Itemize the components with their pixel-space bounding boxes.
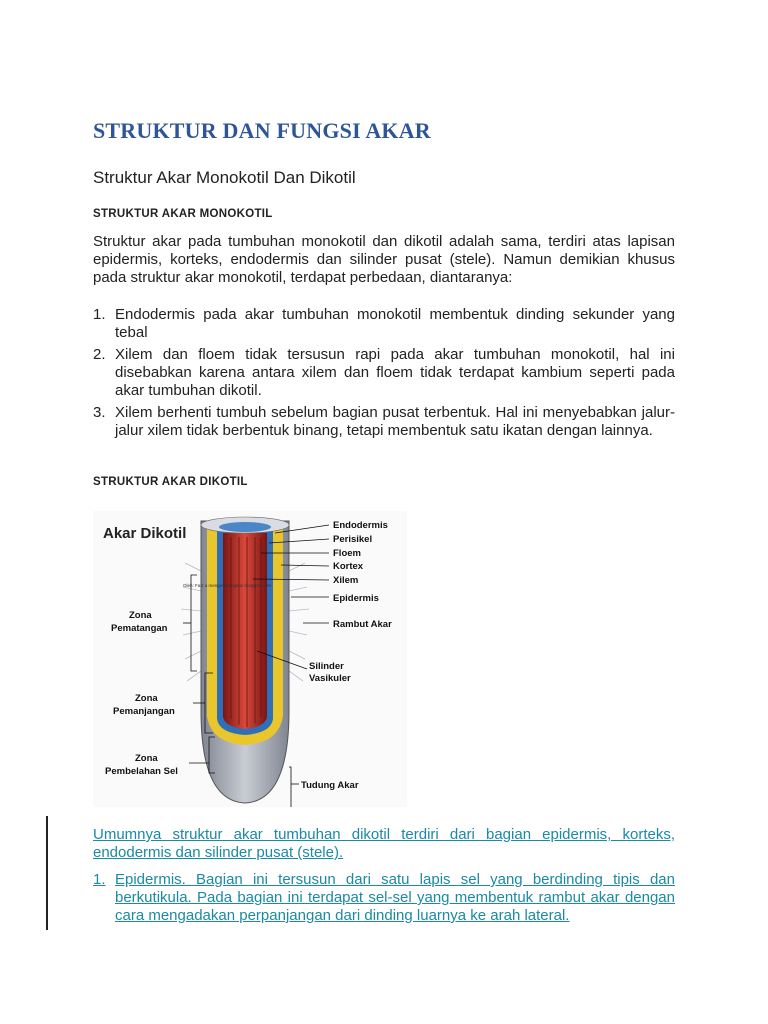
label-vasikuler: Vasikuler <box>309 673 351 684</box>
monokotil-list <box>93 306 675 444</box>
label-floem: Floem <box>333 548 361 559</box>
stele-cap <box>219 522 271 532</box>
list-item <box>93 346 675 400</box>
page-title: STRUKTUR DAN FUNGSI AKAR <box>93 118 431 143</box>
label-kortex: Kortex <box>333 561 364 572</box>
label-zona-3: Zona <box>135 753 158 764</box>
list-number: 3. <box>93 404 106 421</box>
list-item <box>93 871 675 925</box>
section-subtitle: Struktur Akar Monokotil Dan Dikotil <box>93 168 356 187</box>
dikotil-summary[interactable]: Umumnya struktur akar tumbuhan dikotil terdiri dari bagian epidermis, korteks, endodermis dan silinder pusat (stele). <box>93 826 675 861</box>
list-text: Xilem dan floem tidak tersusun rapi pada akar tumbuhan monokotil, hal ini disebabkan karena antara xilem dan floem tidak terdapat kambium seperti pada akar tumbuhan dikotil. <box>115 346 675 399</box>
figure-watermark: Oleh: Faiz a mengembangkan blogspot.com <box>183 583 272 588</box>
label-zona-2: Zona <box>135 693 158 704</box>
monokotil-heading: STRUKTUR AKAR MONOKOTIL <box>93 208 273 220</box>
list-item <box>93 404 675 440</box>
root-diagram-svg <box>93 511 407 807</box>
label-pembelahan-sel: Pembelahan Sel <box>105 766 178 777</box>
list-number: 2. <box>93 346 106 363</box>
label-perisikel: Perisikel <box>333 534 373 545</box>
label-tudung-akar: Tudung Akar <box>301 780 359 791</box>
label-rambut-akar: Rambut Akar <box>333 619 392 630</box>
right-labels <box>301 520 392 791</box>
list-text: Endodermis pada akar tumbuhan monokotil membentuk dinding sekunder yang tebal <box>115 306 675 341</box>
label-epidermis: Epidermis <box>333 593 379 604</box>
label-silinder: Silinder <box>309 661 344 672</box>
left-labels <box>105 610 178 777</box>
margin-change-bar <box>46 816 48 930</box>
xylem-shape <box>223 533 267 729</box>
label-xilem: Xilem <box>333 575 359 586</box>
list-item <box>93 306 675 342</box>
list-text: Xilem berhenti tumbuh sebelum bagian pusat terbentuk. Hal ini menyebabkan jalur-jalur xilem tidak berbentuk binang, tetapi membentuk satu ikatan dengan lainnya. <box>115 404 675 439</box>
label-pematangan: Pematangan <box>111 623 168 634</box>
label-zona-1: Zona <box>129 610 152 621</box>
list-text[interactable]: Epidermis. Bagian ini tersusun dari satu lapis sel yang berdinding tipis dan berkutikula. Pada bagian ini terdapat sel-sel yang membentuk rambut akar dengan cara mengadakan perpanjangan dari dinding luarnya ke arah lateral. <box>115 871 675 924</box>
label-pemanjangan: Pemanjangan <box>113 706 175 717</box>
dikotil-heading: STRUKTUR AKAR DIKOTIL <box>93 476 248 488</box>
monokotil-intro: Struktur akar pada tumbuhan monokotil dan dikotil adalah sama, terdiri atas lapisan epidermis, korteks, endodermis dan silinder pusat (stele). Namun demikian khusus pada struktur akar monokotil, terdapat perbedaan, diantaranya: <box>93 233 675 286</box>
list-number: 1. <box>93 306 106 323</box>
root-diagram <box>93 511 407 807</box>
dikotil-list <box>93 871 675 929</box>
figure-title: Akar Dikotil <box>103 525 187 542</box>
label-endodermis: Endodermis <box>333 520 388 531</box>
list-number: 1. <box>93 871 106 888</box>
